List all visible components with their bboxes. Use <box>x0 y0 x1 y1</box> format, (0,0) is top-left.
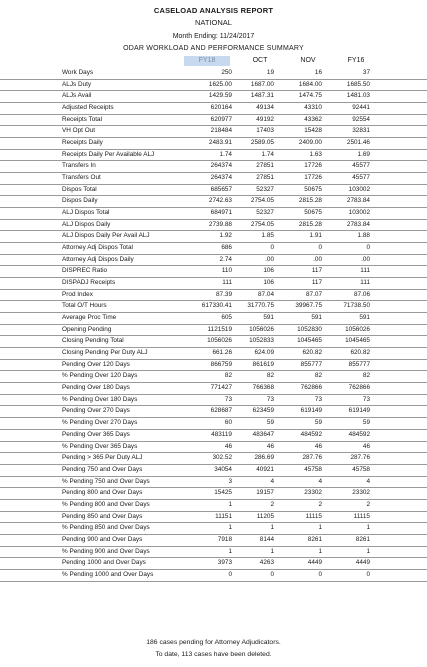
row-label: Receipts Daily Per Available ALJ <box>62 150 155 158</box>
row-label: Pending 900 and Over Days <box>62 535 143 543</box>
row-value: 82 <box>266 372 274 380</box>
row-value: 1.74 <box>219 150 232 158</box>
row-value: 2501.46 <box>346 139 370 147</box>
row-value: 624.09 <box>254 349 274 357</box>
row-value: 92554 <box>352 115 370 123</box>
row-label: Pending 1000 and Over Days <box>62 559 146 567</box>
row-value: 27851 <box>256 162 274 170</box>
row-value: 1 <box>366 524 370 532</box>
row-value: 623459 <box>252 407 274 415</box>
row-value: 1 <box>318 547 322 555</box>
row-value: 286.69 <box>254 454 274 462</box>
table-row <box>0 453 427 465</box>
row-value: 46 <box>362 442 370 450</box>
row-value: 1687.00 <box>250 80 274 88</box>
row-value: 1052833 <box>249 337 274 345</box>
row-value: 73 <box>224 395 232 403</box>
table-row <box>0 301 427 313</box>
row-value: 1 <box>228 500 232 508</box>
row-value: 50675 <box>304 209 322 217</box>
row-value: 2409.00 <box>298 139 322 147</box>
row-value: 87.06 <box>354 290 370 298</box>
row-value: 483647 <box>252 430 274 438</box>
table-row <box>0 383 427 395</box>
row-value: 591 <box>263 314 274 322</box>
row-value: 866759 <box>210 360 232 368</box>
row-value: 1.88 <box>357 232 370 240</box>
row-value: 620977 <box>210 115 232 123</box>
row-value: 2 <box>270 500 274 508</box>
row-value: 1.63 <box>309 150 322 158</box>
row-label: % Pending 1000 and Over Days <box>62 570 154 578</box>
row-value: 49192 <box>256 115 274 123</box>
row-value: 605 <box>221 314 232 322</box>
row-value: 2.74 <box>219 255 232 263</box>
table-row <box>0 488 427 500</box>
row-label: Attorney Adj Dispos Total <box>62 244 133 252</box>
report-period: Month Ending: 11/24/2017 <box>172 33 255 40</box>
row-label: Pending 750 and Over Days <box>62 465 143 473</box>
table-row <box>0 80 427 92</box>
row-label: Pending 800 and Over Days <box>62 489 143 497</box>
row-label: Total O/T Hours <box>62 302 107 310</box>
table-row <box>0 138 427 150</box>
row-value: 1684.00 <box>298 80 322 88</box>
row-value: 484592 <box>300 430 322 438</box>
table-row <box>0 290 427 302</box>
row-label: Transfers In <box>62 162 96 170</box>
row-label: Dispos Total <box>62 185 97 193</box>
row-value: 0 <box>366 244 370 252</box>
row-value: 23302 <box>304 489 322 497</box>
row-value: 87.04 <box>258 290 274 298</box>
row-label: Pending > 365 Per Duty ALJ <box>62 454 143 462</box>
footer-note-deleted: To date, 113 cases have been deleted. <box>155 651 272 658</box>
row-value: 1.92 <box>219 232 232 240</box>
row-value: 40921 <box>256 465 274 473</box>
row-value: 4263 <box>259 559 274 567</box>
table-row <box>0 231 427 243</box>
row-value: 1474.75 <box>298 92 322 100</box>
row-value: 82 <box>314 372 322 380</box>
row-value: 2589.05 <box>250 139 274 147</box>
row-value: 1 <box>270 547 274 555</box>
row-label: ALJ Dispos Total <box>62 209 110 217</box>
row-value: 2783.84 <box>346 220 370 228</box>
row-value: 19157 <box>256 489 274 497</box>
row-value: 1.85 <box>261 232 274 240</box>
table-row <box>0 220 427 232</box>
row-value: 1052830 <box>297 325 322 333</box>
row-value: 52327 <box>256 209 274 217</box>
row-value: 1056026 <box>249 325 274 333</box>
row-value: 619149 <box>348 407 370 415</box>
row-value: 17726 <box>304 174 322 182</box>
report-subtitle: ODAR WORKLOAD AND PERFORMANCE SUMMARY <box>123 45 304 52</box>
row-value: 4449 <box>307 559 322 567</box>
row-label: % Pending 850 and Over Days <box>62 524 150 532</box>
row-label: % Pending Over 365 Days <box>62 442 138 450</box>
row-value: 32831 <box>352 127 370 135</box>
row-label: VH Opt Out <box>62 127 96 135</box>
row-value: 1056026 <box>345 325 370 333</box>
row-value: 1685.50 <box>346 80 370 88</box>
row-value: 11151 <box>215 512 232 520</box>
row-value: 0 <box>318 570 322 578</box>
row-value: 2754.05 <box>250 197 274 205</box>
row-value: 27851 <box>256 174 274 182</box>
row-label: Pending Over 180 Days <box>62 384 130 392</box>
table-row <box>0 161 427 173</box>
row-label: Receipts Daily <box>62 139 103 147</box>
row-value: 11205 <box>256 512 274 520</box>
table-row <box>0 558 427 570</box>
row-value: 45577 <box>352 174 370 182</box>
row-value: 0 <box>270 244 274 252</box>
table-row <box>0 500 427 512</box>
row-value: 2 <box>318 500 322 508</box>
row-value: 8144 <box>259 535 274 543</box>
row-value: 71738.50 <box>343 302 370 310</box>
row-value: 7918 <box>217 535 232 543</box>
row-value: 111 <box>360 267 370 275</box>
table-row <box>0 150 427 162</box>
row-value: 111 <box>222 279 232 287</box>
row-value: 4 <box>318 477 322 485</box>
table-row <box>0 523 427 535</box>
row-label: % Pending 750 and Over Days <box>62 477 150 485</box>
row-value: 2815.28 <box>298 220 322 228</box>
row-label: Average Proc Time <box>62 314 117 322</box>
row-value: 617330.41 <box>201 302 232 310</box>
row-value: 45577 <box>352 162 370 170</box>
row-value: 1 <box>270 524 274 532</box>
table-row <box>0 442 427 454</box>
row-value: 49134 <box>256 104 274 112</box>
row-value: .00 <box>265 255 274 263</box>
row-value: 4 <box>366 477 370 485</box>
row-value: 59 <box>314 419 322 427</box>
row-value: 287.76 <box>302 454 322 462</box>
row-label: % Pending Over 180 Days <box>62 395 138 403</box>
row-value: 766368 <box>252 384 274 392</box>
row-value: 1045465 <box>345 337 370 345</box>
row-value: 43310 <box>304 104 322 112</box>
row-value: 771427 <box>210 384 232 392</box>
row-value: 483119 <box>211 430 232 438</box>
row-value: 264374 <box>210 162 232 170</box>
row-label: % Pending Over 270 Days <box>62 419 138 427</box>
table-row <box>0 371 427 383</box>
row-value: 686 <box>221 244 232 252</box>
row-value: 2742.63 <box>208 197 232 205</box>
row-value: 684971 <box>210 209 232 217</box>
row-value: 250 <box>221 69 232 76</box>
row-value: 1.74 <box>261 150 274 158</box>
row-value: 3 <box>228 477 232 485</box>
row-value: 762866 <box>300 384 322 392</box>
row-value: 685657 <box>210 185 232 193</box>
footer-note-attorney: 186 cases pending for Attorney Adjudicators. <box>146 639 281 646</box>
row-value: 60 <box>224 419 232 427</box>
row-value: 1487.31 <box>250 92 274 100</box>
row-value: 620.82 <box>350 349 370 357</box>
table-row <box>0 243 427 255</box>
row-value: 762866 <box>348 384 370 392</box>
row-value: 264374 <box>210 174 232 182</box>
table-row <box>0 477 427 489</box>
row-value: 87.07 <box>306 290 322 298</box>
row-value: 50675 <box>304 185 322 193</box>
row-value: 37 <box>362 69 370 76</box>
row-value: 103002 <box>348 185 370 193</box>
row-value: 628687 <box>210 407 232 415</box>
table-row <box>0 278 427 290</box>
row-value: 1 <box>228 524 232 532</box>
row-label: Prod Index <box>62 290 93 298</box>
row-value: 43362 <box>304 115 322 123</box>
row-value: 92441 <box>352 104 370 112</box>
row-value: 302.52 <box>212 454 232 462</box>
table-row <box>0 255 427 267</box>
table-row <box>0 336 427 348</box>
row-value: .00 <box>361 255 370 263</box>
row-value: 861619 <box>252 360 274 368</box>
row-label: Work Days <box>62 69 94 76</box>
row-value: 45758 <box>352 465 370 473</box>
row-value: 16 <box>314 69 322 76</box>
table-row <box>0 115 427 127</box>
row-label: Closing Pending Per Duty ALJ <box>62 349 148 357</box>
row-label: % Pending 900 and Over Days <box>62 547 150 555</box>
row-value: 82 <box>224 372 232 380</box>
row-value: 1 <box>366 547 370 555</box>
row-label: Adjusted Receipts <box>62 104 114 112</box>
row-label: Pending Over 120 Days <box>62 360 130 368</box>
row-value: 2815.28 <box>298 197 322 205</box>
row-value: 23302 <box>352 489 370 497</box>
row-value: .00 <box>313 255 322 263</box>
report-title: CASELOAD ANALYSIS REPORT <box>153 6 274 15</box>
row-value: 591 <box>311 314 322 322</box>
table-row <box>0 512 427 524</box>
table-row <box>0 266 427 278</box>
row-label: Receipts Total <box>62 115 103 123</box>
table-row <box>0 313 427 325</box>
row-label: Attorney Adj Dispos Daily <box>62 255 134 263</box>
row-label: Closing Pending Total <box>62 337 124 345</box>
row-label: ALJs Duty <box>62 80 92 88</box>
row-value: 620164 <box>210 104 232 112</box>
row-value: 87.39 <box>216 290 232 298</box>
table-row <box>0 570 427 582</box>
row-value: 1.91 <box>309 232 322 240</box>
row-label: Pending Over 365 Days <box>62 430 130 438</box>
report-scope: NATIONAL <box>195 18 232 27</box>
row-value: 591 <box>359 314 370 322</box>
row-value: 59 <box>266 419 274 427</box>
row-value: 8261 <box>307 535 322 543</box>
row-value: 106 <box>263 267 274 275</box>
row-value: 34054 <box>214 465 232 473</box>
row-value: 73 <box>314 395 322 403</box>
row-value: 46 <box>314 442 322 450</box>
row-value: 59 <box>362 419 370 427</box>
row-value: 855777 <box>300 360 322 368</box>
row-value: 1625.00 <box>208 80 232 88</box>
column-header-nov: NOV <box>300 57 316 64</box>
table-row <box>0 103 427 115</box>
row-value: 117 <box>311 279 322 287</box>
row-value: 1045465 <box>297 337 322 345</box>
table-row <box>0 91 427 103</box>
row-value: 661.26 <box>212 349 232 357</box>
row-value: 1429.59 <box>208 92 232 100</box>
table-row <box>0 348 427 360</box>
row-value: 2483.91 <box>208 139 232 147</box>
column-header-fy16: FY16 <box>347 57 365 64</box>
row-label: ALJ Dispos Daily <box>62 220 111 228</box>
row-label: Pending 850 and Over Days <box>62 512 143 520</box>
row-label: Dispos Daily <box>62 197 98 205</box>
row-label: Opening Pending <box>62 325 112 333</box>
row-value: 45758 <box>304 465 322 473</box>
row-value: 855777 <box>348 360 370 368</box>
table-row <box>0 430 427 442</box>
table-row <box>0 325 427 337</box>
row-value: 8261 <box>355 535 370 543</box>
table-row <box>0 68 427 80</box>
row-value: 2754.05 <box>250 220 274 228</box>
table-row <box>0 465 427 477</box>
row-value: 73 <box>266 395 274 403</box>
row-value: 0 <box>318 244 322 252</box>
row-value: 52327 <box>256 185 274 193</box>
row-value: 46 <box>266 442 274 450</box>
table-row <box>0 185 427 197</box>
row-value: 218484 <box>210 127 232 135</box>
row-value: 11115 <box>305 512 322 520</box>
row-value: 111 <box>360 279 370 287</box>
row-label: % Pending Over 120 Days <box>62 372 138 380</box>
table-row <box>0 395 427 407</box>
table-row <box>0 126 427 138</box>
table-row <box>0 418 427 430</box>
row-value: 117 <box>311 267 322 275</box>
row-value: 73 <box>362 395 370 403</box>
table-row <box>0 173 427 185</box>
row-label: DISPREC Ratio <box>62 267 108 275</box>
row-value: 110 <box>221 267 232 275</box>
row-value: 39967.75 <box>295 302 322 310</box>
row-label: Pending Over 270 Days <box>62 407 130 415</box>
row-value: 2 <box>366 500 370 508</box>
row-label: DISPADJ Receipts <box>62 279 116 287</box>
row-value: 17726 <box>304 162 322 170</box>
row-value: 1121519 <box>207 325 232 333</box>
table-row <box>0 196 427 208</box>
workload-table <box>0 68 427 582</box>
column-header-fy18: FY18 <box>184 56 230 66</box>
column-header-oct: OCT <box>252 57 268 64</box>
table-row <box>0 535 427 547</box>
table-row <box>0 547 427 559</box>
row-value: 287.76 <box>350 454 370 462</box>
row-value: 1481.03 <box>346 92 370 100</box>
row-value: 106 <box>263 279 274 287</box>
row-value: 0 <box>270 570 274 578</box>
row-value: 0 <box>228 570 232 578</box>
row-value: 46 <box>224 442 232 450</box>
row-value: 3973 <box>217 559 232 567</box>
row-value: 1056026 <box>207 337 232 345</box>
row-value: 15428 <box>304 127 322 135</box>
row-label: ALJs Avail <box>62 92 92 100</box>
table-row <box>0 208 427 220</box>
row-value: 19 <box>266 69 274 76</box>
row-value: 31770.75 <box>247 302 274 310</box>
row-value: 4 <box>270 477 274 485</box>
row-value: 82 <box>362 372 370 380</box>
row-value: 1.69 <box>357 150 370 158</box>
row-value: 17403 <box>256 127 274 135</box>
row-value: 103002 <box>348 209 370 217</box>
row-value: 11115 <box>353 512 370 520</box>
row-label: ALJ Dispos Daily Per Avail ALJ <box>62 232 150 240</box>
row-value: 4449 <box>355 559 370 567</box>
row-value: 619149 <box>300 407 322 415</box>
row-label: % Pending 800 and Over Days <box>62 500 150 508</box>
row-label: Transfers Out <box>62 174 101 182</box>
row-value: 620.82 <box>302 349 322 357</box>
row-value: 2739.88 <box>208 220 232 228</box>
row-value: 484592 <box>348 430 370 438</box>
table-row <box>0 360 427 372</box>
row-value: 1 <box>228 547 232 555</box>
table-row <box>0 406 427 418</box>
row-value: 15425 <box>214 489 232 497</box>
row-value: 1 <box>318 524 322 532</box>
row-value: 0 <box>366 570 370 578</box>
row-value: 2783.84 <box>346 197 370 205</box>
